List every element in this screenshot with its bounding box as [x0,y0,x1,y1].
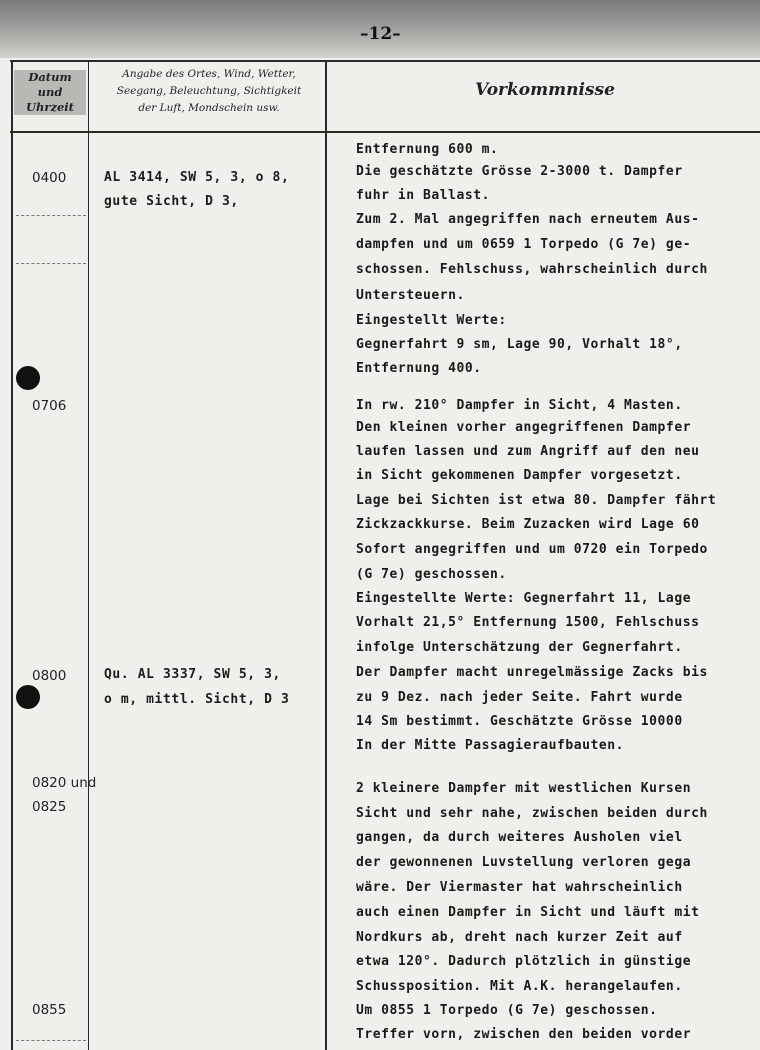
place-entry: o m, mittl. Sicht, D 3 [104,692,290,707]
event-line: Zum 2. Mal angegriffen nach erneutem Aus- [356,212,700,227]
event-line: (G 7e) geschossen. [356,567,507,582]
dashed-mark [16,263,86,264]
event-line: Der Dampfer macht unregelmässige Zacks bis [356,665,708,680]
column-header-place-line: der Luft, Mondschein usw. [138,102,280,114]
dashed-mark [16,1040,86,1041]
event-line: 2 kleinere Dampfer mit westlichen Kursen [356,781,692,796]
time-entry: 0820 und [32,775,97,791]
event-line: Entfernung 400. [356,361,482,376]
event-line: Sicht und sehr nahe, zwischen beiden durch [356,806,708,821]
event-line: infolge Unterschätzung der Gegnerfahrt. [356,640,683,655]
column-header-events: Vorkommnisse [475,80,615,100]
column-rule-date [88,60,89,1050]
time-entry: 0825 [32,799,67,815]
column-header-date-line: und [37,85,63,99]
event-line: In rw. 210° Dampfer in Sicht, 4 Masten. [356,398,683,413]
place-entry: gute Sicht, D 3, [104,194,239,209]
time-entry: 0400 [32,170,67,186]
event-line: Eingestellte Werte: Gegnerfahrt 11, Lage [356,591,692,606]
event-line: Eingestellt Werte: [356,313,507,328]
event-line: wäre. Der Viermaster hat wahrscheinlich [356,880,683,895]
event-line: auch einen Dampfer in Sicht und läuft mit [356,905,700,920]
page-number: –12– [360,24,401,44]
column-rule-left [11,60,13,1050]
dashed-mark [16,215,86,216]
punch-hole [16,366,40,390]
event-line: in Sicht gekommenen Dampfer vorgesetzt. [356,468,683,483]
event-line: Treffer vorn, zwischen den beiden vorder [356,1027,692,1042]
place-entry: AL 3414, SW 5, 3, o 8, [104,170,290,185]
event-line: Gegnerfahrt 9 sm, Lage 90, Vorhalt 18°, [356,337,683,352]
event-line: Um 0855 1 Torpedo (G 7e) geschossen. [356,1003,658,1018]
event-line: dampfen und um 0659 1 Torpedo (G 7e) ge- [356,237,692,252]
event-line: zu 9 Dez. nach jeder Seite. Fahrt wurde [356,690,683,705]
event-line: laufen lassen und zum Angriff auf den neu [356,444,700,459]
event-line: In der Mitte Passagieraufbauten. [356,738,625,753]
event-line: etwa 120°. Dadurch plötzlich in günstige [356,954,692,969]
column-header-place [92,66,326,117]
column-header-date [14,70,86,115]
column-header-place-line: Seegang, Beleuchtung, Sichtigkeit [116,85,302,97]
time-entry: 0800 [32,668,67,684]
table-header-rule [10,131,760,133]
column-header-place-line: Angabe des Ortes, Wind, Wetter, [122,68,296,80]
punch-hole [16,685,40,709]
event-line: der gewonnenen Luvstellung verloren gega [356,855,692,870]
event-line: Entfernung 600 m. [356,142,499,157]
event-line: Schussposition. Mit A.K. herangelaufen. [356,979,683,994]
event-line: schossen. Fehlschuss, wahrscheinlich durch [356,262,708,277]
event-line: Zickzackkurse. Beim Zuzacken wird Lage 60 [356,517,700,532]
column-header-date-line: Datum [28,70,72,84]
event-line: Sofort angegriffen und um 0720 ein Torpedo [356,542,708,557]
time-entry: 0706 [32,398,67,414]
table-top-rule [10,60,760,62]
event-line: gangen, da durch weiteres Ausholen viel [356,830,683,845]
event-line: Untersteuern. [356,288,465,303]
column-rule-place [325,60,327,1050]
place-entry: Qu. AL 3337, SW 5, 3, [104,667,281,682]
event-line: 14 Sm bestimmt. Geschätzte Grösse 10000 [356,714,683,729]
event-line: Die geschätzte Grösse 2-3000 t. Dampfer [356,164,683,179]
time-entry: 0855 [32,1002,67,1018]
event-line: fuhr in Ballast. [356,188,491,203]
event-line: Nordkurs ab, dreht nach kurzer Zeit auf [356,930,683,945]
column-header-date-line: Uhrzeit [26,100,74,114]
event-line: Den kleinen vorher angegriffenen Dampfer [356,420,692,435]
event-line: Vorhalt 21,5° Entfernung 1500, Fehlschuss [356,615,700,630]
event-line: Lage bei Sichten ist etwa 80. Dampfer fährt [356,493,717,508]
